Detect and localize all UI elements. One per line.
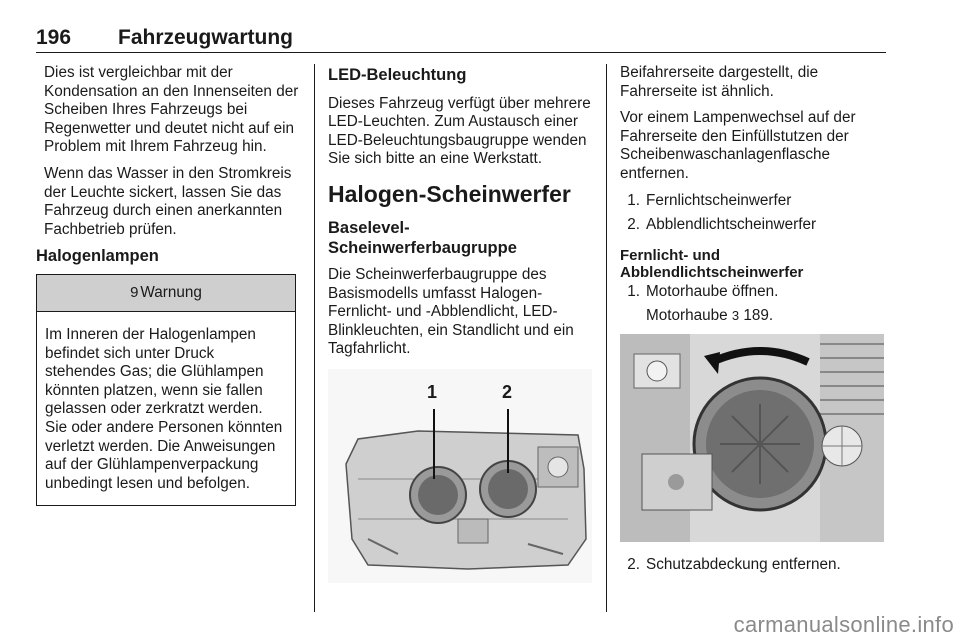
step-number: 2. [627,555,640,573]
cross-reference [646,307,886,326]
column-1 [36,64,302,506]
warning-box [36,274,296,506]
paragraph: Vor einem Lampenwechsel auf der Fahrerseite den Einfüllstutzen der Scheibenwaschanlagenflasche entfernen. [620,109,856,182]
list-item [620,192,886,211]
list-text: Abblendlichtscheinwerfer [646,216,817,234]
section-heading: Halogenlampen [36,247,159,266]
warning-title: Warnung [140,283,202,301]
column-3 [620,64,886,581]
page-number: 196 [36,26,72,49]
protective-cover-illustration [620,334,884,542]
step-number: 1. [627,282,640,300]
reference-page: 189. [743,307,774,325]
section-heading: LED-Beleuchtung [328,66,467,84]
subsection-heading: Baselevel-Scheinwerferbaugruppe [328,218,517,257]
paragraph: Dieses Fahrzeug verfügt über mehrere LED-Leuchten. Zum Austausch einer LED-Beleuchtungsbaugruppe wenden Sie sich bitte an eine Werkstatt. [328,94,591,168]
figure-label-1: 1 [427,381,438,402]
column-divider [606,64,607,612]
list-number: 2. [627,216,640,234]
headlamp-illustration [328,369,592,583]
headlamp-figure [328,369,592,583]
step-text: Motorhaube öffnen. [646,282,779,300]
column-divider [314,64,315,612]
list-text: Fernlichtscheinwerfer [646,191,792,209]
subsection-heading: Fernlicht- und Abblendlichtscheinwerfer [620,246,804,281]
page-header [36,26,886,53]
figure-label-2: 2 [502,381,513,402]
warning-text: Im Inneren der Halogenlampen befindet sich unter Druck stehendes Gas; die Glühlampen könnten platzen, wenn sie fallen gelassen oder zerkratzt werden. Sie oder andere Personen könnten verletzt werden. Die Anweisungen auf der Glühlampenverpackung unbedingt lesen und befolgen. [45,325,283,492]
list-item [620,216,886,235]
warning-icon: 9 [130,283,139,301]
step-item [620,283,886,302]
watermark: carmanualsonline.info [733,612,954,637]
reference-text: Motorhaube [646,307,728,325]
section-heading-large: Halogen-Scheinwerfer [328,180,571,207]
step-text: Schutzabdeckung entfernen. [646,555,841,573]
paragraph: Wenn das Wasser in den Stromkreis der Leuchte sickert, lassen Sie das Fahrzeug durch einen anerkannten Fachbetrieb prüfen. [44,164,292,238]
warning-header [37,275,295,312]
paragraph: Die Scheinwerferbaugruppe des Basismodells umfasst Halogen-Fernlicht- und -Abblendlicht, LED-Blinkleuchten, ein Standlicht und ein Tagfahrlicht. [328,265,574,358]
paragraph: Dies ist vergleichbar mit der Kondensation an den Innenseiten der Scheiben Ihres Fahrzeugs bei Regenwetter und deutet nicht auf ein Problem mit Ihrem Fahrzeug hin. [44,64,299,156]
column-2 [328,64,592,583]
page-reference-icon: 3 [731,308,740,324]
protective-cover-figure [620,334,884,542]
list-number: 1. [627,191,640,209]
paragraph: Beifahrerseite dargestellt, die Fahrerseite ist ähnlich. [620,64,819,100]
page-title: Fahrzeugwartung [118,26,294,49]
step-item [620,556,886,575]
